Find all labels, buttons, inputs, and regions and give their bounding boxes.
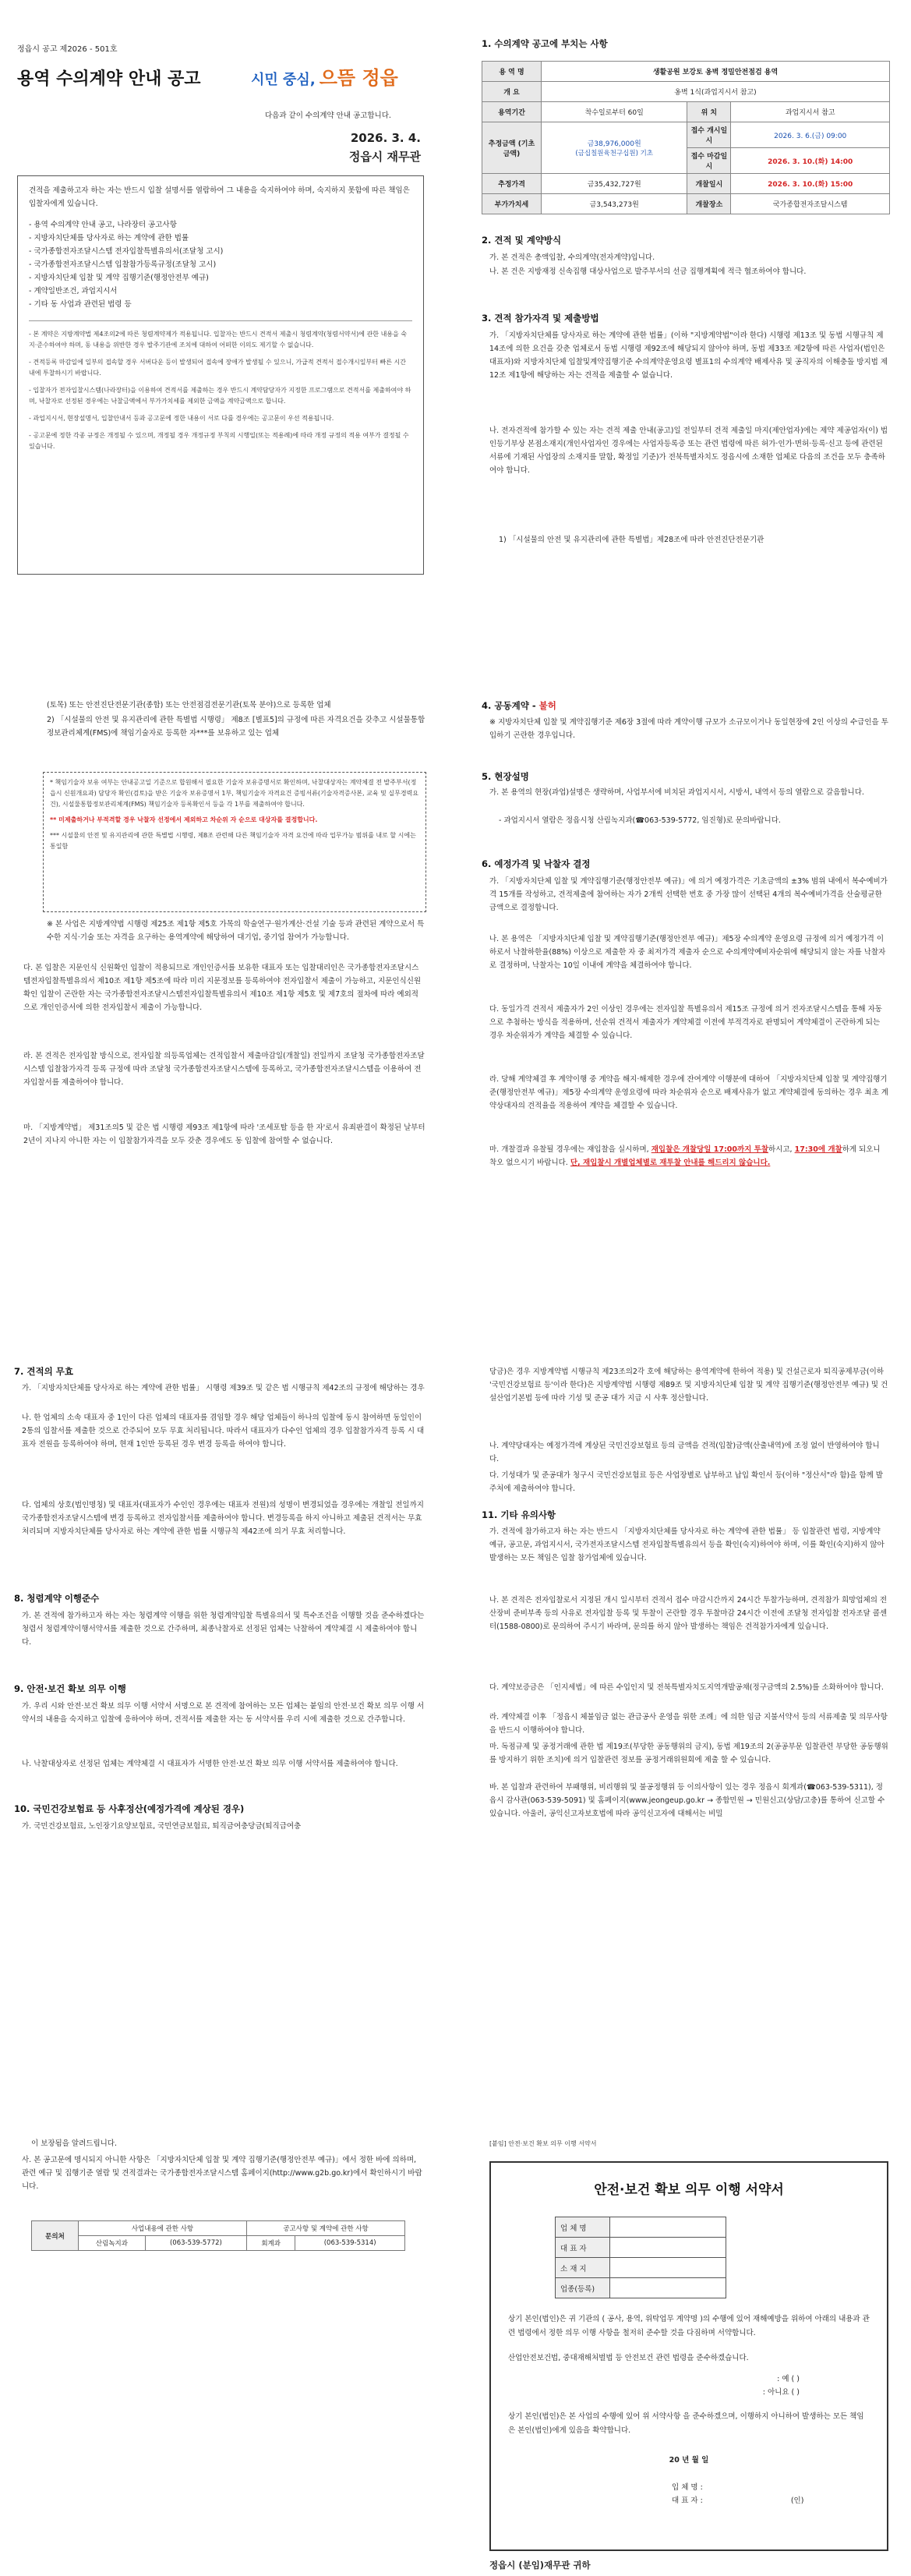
section-6-d: 라. 당해 계약체결 후 계약이행 중 계약을 해지·해제한 경우에 잔여계약 이행분에 대하여 「지방자치단체 입찰 및 계약집행기준(행정안전부 예규)」제5장 수의계약 운영요령에 따라 차순위자 순으로 배제사유가 없고 계약체결에 동의하는 경우 최초 계약상대자의 견적율을 적용하여 계약을 체결할 수 있습니다. xyxy=(489,1075,888,1110)
pledge-signer-ceo: 대 표 자 : (인) xyxy=(672,2496,804,2505)
section-6-title: 6. 예정가격 및 낙찰자 결정 xyxy=(482,858,591,869)
notice-box xyxy=(17,175,424,575)
location: 과업지시서 참고 xyxy=(731,102,890,122)
company-name-field[interactable] xyxy=(610,2217,726,2238)
section-3-b1: 1) 「시설물의 안전 및 유지관리에 관한 특별법」제28조에 따라 안전진단전문기관 xyxy=(499,536,764,544)
city-logo: 시민 중심, 으뜸 정읍 xyxy=(251,67,398,89)
notice-note: - 본 계약은 지방계약법 제4조의2에 따른 청렴계약제가 적용됩니다. 입찰자는 반드시 견적서 제출시 청렴계약(청렴서약서)에 관한 내용을 숙지·준수하여야 하며, 동 내용을 위반한 경우 발주기관에 조치에 대하여 어떠한 이의도 제기할 수 없습니다. xyxy=(29,331,408,349)
pledge-form xyxy=(489,2161,888,2551)
pledge-paragraph-3: 상기 본인(법인)은 본 사업의 수행에 있어 위 서약사항 을 준수하겠으며, 이행하지 아니하여 발생하는 모든 책임은 본인(법인)에게 있음을 확약합니다. xyxy=(508,2412,864,2435)
period: 착수일로부터 60일 xyxy=(542,102,687,122)
section-6-c: 다. 동일가격 견적서 제출자가 2인 이상인 경우에는 전자입찰 특별유의서 제15조 규정에 의거 전자조달시스템을 통해 자동으로 추첨하는 방식을 적용하며, 선순위 견적서 제출자가 계약체결 이전에 부적격자로 판명되어 계약체결이 곤란하게 되는 경우 차순위자가 계약을 체결할 수 있습니다. xyxy=(489,1005,882,1040)
section-9-title: 9. 안전·보건 확보 의무 이행 xyxy=(14,1683,126,1694)
pledge-company-table: 업 체 명 대 표 자 소 재 지 업종(등록) xyxy=(555,2217,726,2298)
notice-list-item: - 지방자치단체 입찰 및 계약 집행기준(행정안전부 예규) xyxy=(29,274,209,282)
pledge-form-title: 안전·보건 확보 의무 이행 서약서 xyxy=(594,2182,784,2198)
section-11-a: 가. 견적에 참가하고자 하는 자는 반드시 「지방자치단체를 당사자로 하는 계약에 관한 법률」 등 입찰관련 법령, 지방계약 예규, 공고문, 과업지시서, 국가전자조달시스템 전자입찰특별유의서 등을 확인(숙지)하여야 하며, 이를 확인(숙지)하지 않아 발생하는 모든 책임은 입찰 참가업체에 있습니다. xyxy=(489,1527,885,1562)
section-3-a: 가. 「지방자치단체를 당사자로 하는 계약에 관한 법률」(이하 "지방계약법"이라 한다) 시행령 제13조 및 동법 시행규칙 제14조에 의한 요건을 갖춘 업체로서 동법 시행령 제92조에 해당되지 않아야 하며, 동법 제33조 제2항에 따른 사업자(법인은 대표자)와 지방자치단체 입찰및계약집행기준 수의계약운영요령 별표1의 수의계약 배제사유 및 공직자의 이해충돌 방지법 제12조 제1항에 해당하는 자는 견적을 제출할 수 없습니다. xyxy=(489,331,888,380)
qualification-note: *** 시설물의 안전 및 유지관리에 관한 특별법 시행령, 제8조 관련해 다른 책임기술자 자격 요건에 따라 업무가능 범위를 내로 할 시에는 통일함 xyxy=(50,832,416,850)
attachment-label: [붙임] 안전·보건 확보 의무 이행 서약서 xyxy=(489,2140,597,2147)
notice-number: 정읍시 공고 제2026 - 501호 xyxy=(17,45,118,54)
issuer: 정읍시 재무관 xyxy=(348,150,421,164)
venue: 국가종합전자조달시스템 xyxy=(731,194,890,214)
notice-list-item: - 용역 수의계약 안내 공고, 나라장터 공고사항 xyxy=(29,221,177,229)
notice-list-item: - 기타 동 사업과 관련된 법령 등 xyxy=(29,300,132,309)
section-3-e: 라. 본 견적은 전자입찰 방식으로, 전자입찰 의등록업체는 견적입찰서 제출마감일(개찰일) 전일까지 조달청 국가종합전자조달시스템 입찰참가자격 등록 규정에 따라 조달청 국가종합전자조달시스템에 등록하고, 국가종합전자조달시스템을 이용하여 전자입찰서를 제출하여야 합니다. xyxy=(23,1052,425,1087)
pledge-date: 20 년 월 일 xyxy=(669,2456,709,2465)
section-7-b: 나. 한 업체의 소속 대표자 중 1인이 다른 업체의 대표자를 겸임할 경우 해당 업체들이 하나의 입찰에 동시 참여하면 동일인이 2통의 입찰서를 제출한 것으로 간주되어 모두 무효 처리됩니다. 따라서 대표자가 다수인 업체의 경우 입찰참가자격 등록 시 대표자 전원을 등록하여야 하며, 현재 1인만 등록된 경우 변경 등록을 하여야 합니다. xyxy=(22,1414,425,1449)
seal-mark: (인) xyxy=(790,2496,804,2505)
section-9-b: 나. 낙찰대상자로 선정된 업체는 계약체결 시 대표자가 서명한 안전·보건 확보 의무 이행 서약서를 제출하여야 합니다. xyxy=(22,1760,398,1768)
section-11-f-cont: 이 보장됨을 알려드립니다. xyxy=(31,2139,118,2148)
section-10-cont: 당금)은 경우 지방계약법 시행규칙 제23조의2각 호에 해당하는 용역계약에 한하여 적용) 및 건설근로자 퇴직공제부금(이하 '국민건강보험료 등'이라 한다)은 지방계약법 시행령 제89조 및 지방자치단체 입찰 및 계약 집행기준(행정안전부 예규) 및 건설산업기본법 등에 따라 기성 및 준공 대가 지급 시 사후 정산합니다. xyxy=(489,1368,888,1403)
section-5-b: - 과업지시서 열람은 정읍시청 산림녹지과(☎063-539-5772, 임진형)로 문의바랍니다. xyxy=(499,816,781,825)
ceo-field[interactable] xyxy=(610,2238,726,2258)
pledge-addressee: 정읍시 (분임)재무관 귀하 xyxy=(489,2560,591,2571)
section-11-f: 바. 본 입찰과 관련하여 부패행위, 비리행위 및 불공정행위 등 이의사항이 있는 경우 정읍시 회계과(☎063-539-5311), 정읍시 감사관(063-539-5091) 및 홈페이지(www.jeongeup.go.kr → 종합민원 → 민원신고(상담/고충)를 통하여 신고할 수 있습니다. 아울러, 공익신고자보호법에 따라 공익신고자에 대해서는 비밀 xyxy=(489,1783,885,1818)
close-datetime: 2026. 3. 10.(화) 14:00 xyxy=(731,148,890,174)
notice-list-item: - 지방자치단체를 당사자로 하는 계약에 관한 법률 xyxy=(29,234,189,242)
section-3-c: ※ 본 사업은 지방계약법 시행령 제25조 제1항 제5호 가목의 학술연구·원가계산·건설 기술 등과 관련된 계약으로서 특수한 지식·기술 또는 자격을 요구하는 용역계약에 해당하여 대기업, 중기업 참여가 가능합니다. xyxy=(47,920,425,942)
section-5-a: 가. 본 용역의 현장(과업)설명은 생략하며, 사업부서에 비치된 과업지시서, 시방서, 내역서 등의 열람으로 갈음합니다. xyxy=(489,788,864,797)
notice-list xyxy=(29,218,412,311)
pledge-yes[interactable]: : 예 ( ) xyxy=(777,2375,800,2383)
section-11-c: 다. 계약보증금은 「인지세법」에 따른 수입인지 및 전북특별자치도지역개발공채(정구금액의 2.5%)를 소화하여야 합니다. xyxy=(489,1683,884,1692)
section-10-c: 다. 기성대가 및 준공대가 청구시 국민건강보험료 등은 사업장별로 납부하고 납입 확인서 등(이하 "정산서"라 함)을 함께 발주처에 제출하여야 합니다. xyxy=(489,1471,883,1493)
section-9-a: 가. 우리 시와 안전·보건 확보 의무 이행 서약서 서명으로 본 견적에 참여하는 모든 업체는 붙임의 안전·보건 확보 의무 이행 서약서의 내용을 숙지하고 입찰에 응하여야 하며, 견적서를 제출한 자는 동 서약서를 우리 시에 제출한 것으로 간주합니다. xyxy=(22,1702,425,1724)
address-field[interactable] xyxy=(610,2258,726,2278)
section-7-a: 가. 「지방자치단체를 당사자로 하는 계약에 관한 법률」 시행령 제39조 및 같은 법 시행규칙 제42조의 규정에 해당하는 경우 xyxy=(22,1384,425,1392)
estimated-amount: 금35,432,727원 xyxy=(542,174,687,194)
pledge-signer-company: 입 체 명 : xyxy=(672,2483,703,2492)
notice-note: - 입찰자가 전자입찰시스템(나라장터)을 이용하여 견적서를 제출하는 경우 반드시 계약담당자가 지정한 프로그램으로 견적서를 제출하여야 하며, 낙찰자로 선정된 경우에는 낙찰금액에서 부가가치세를 제외한 금액을 계약금액으로 합니다. xyxy=(29,387,411,405)
section-11-d: 라. 계약체결 이후 「정읍시 체불임금 없는 관급공사 운영을 위한 조례」에 의한 임금 지불서약서 등의 서류제출 및 의무사항을 반드시 이행하여야 합니다. xyxy=(489,1713,888,1735)
section-2-a: 가. 본 견적은 총액입찰, 수의계약(전자계약)입니다. xyxy=(489,253,655,262)
section-6-b: 나. 본 용역은 「지방자치단체 입찰 및 계약집행기준(행정안전부 예규)」제5장 수의계약 운영요령 규정에 의거 예정가격 이하로서 낙찰하한율(88%) 이상으로 제출한 자 중 최저가격 제출자 순으로 수의계약예비자순위에 해당되지 않는 자를 낙찰자로 결정하며, 낙찰자는 10일 이내에 계약을 체결하여야 합니다. xyxy=(489,935,886,970)
info-table: 용 역 명 생활공원 보강토 옹벽 정밀안전점검 용역 개 요 옹벽 1식(과업지시서 참고) 용역기간 착수일로부터 60일 위 치 과업지시서 참고 추정금액 (기초금액) 금38,976,000원 (금십칠원육천구십원) 기초 접수 개시일시 2026. 3. 6.(금) 09:00 접수 마감일시 2026. 3. 10.(화) 14:00 추정가격 금35,432,727원 개찰일시 2026. 3. 10.(화) 15:00 부가가치세 금3,543,273원 개찰장소 국가종합전자조달시스템 xyxy=(482,61,890,214)
opening-datetime: 2026. 3. 10.(화) 15:00 xyxy=(731,174,890,194)
section-8-a: 가. 본 견적에 참가하고자 하는 자는 청렴계약 이행을 위한 청렴계약입찰 특별유의서 및 특수조건을 이행할 것을 준수하겠다는 청렴서 청렴계약이행서약서를 제출한 것으로 간주하며, 최종낙찰자로 선정된 업체는 낙찰하여 계약체결 시 제출하여야 합니다. xyxy=(22,1612,425,1647)
pledge-no[interactable]: : 아니요 ( ) xyxy=(762,2388,800,2397)
notice-list-item: - 계약일반조건, 과업지시서 xyxy=(29,287,118,295)
section-7-title: 7. 견적의 무효 xyxy=(14,1366,73,1377)
issue-date: 2026. 3. 4. xyxy=(350,131,421,145)
service-name: 생활공원 보강토 옹벽 정밀안전점검 용역 xyxy=(542,62,890,82)
section-3-d: 다. 본 입찰은 지문인식 신원확인 입찰이 적용되므로 개인인증서를 보유한 대표자 또는 입찰대리인은 국가종합전자조달시스템전자입찰특별유의서 제10조 제1항 제5조에 따라 미리 지문정보를 등록하여야 전자입찰서 제출이 가능하고, 지문인식신원확인 입찰이 곤란한 자는 국가종합전자조달시스템전자입찰특별유의서 제10조 제1항 제5호 및 제7호의 절차에 따라 예외적으로 개인인증서에 의한 전자입찰서 제출이 가능합니다. xyxy=(23,964,422,1012)
section-3-title: 3. 견적 참가자격 및 제출방법 xyxy=(482,313,599,324)
section-6-a: 가. 「지방자치단체 입찰 및 계약집행기준(행정안전부 예규)」에 의거 예정가격은 기초금액의 ±3% 범위 내에서 복수예비가격 15개를 작성하고, 견적제출에 참여하는 자가 2개씩 선택한 번호 중 가장 많이 선택된 4개의 복수예비가격을 산술평균한 금액으로 결정합니다. xyxy=(489,877,888,912)
section-10-title: 10. 국민건강보험료 등 사후정산(예정가격에 계상된 경우) xyxy=(14,1803,245,1814)
business-type-field[interactable] xyxy=(610,2278,726,2298)
section-11-g: 사. 본 공고문에 명시되지 아니한 사항은 「지방자치단체 입찰 및 계약 집행기준(행정안전부 예규)」에서 정한 바에 의하며, 관련 예규 및 집행기준 열람 및 견적결과는 국가종합전자조달시스템 홈페이지(http://www.g2b.go.kr)에서 확인하시기 바랍니다. xyxy=(22,2156,422,2191)
notice-lead: 견적을 제출하고자 하는 자는 반드시 입찰 설명서를 열람하여 그 내용을 숙지하여야 하며, 숙지하지 못함에 따른 책임은 입찰자에게 있습니다. xyxy=(29,186,410,208)
section-3-b1-cont: (토목) 또는 안전진단전문기관(종합) 또는 안전점검전문기관(토목 분야)으로 등록한 업체 xyxy=(47,701,331,709)
section-5-title: 5. 현장설명 xyxy=(482,771,529,782)
section-2-title: 2. 견적 및 계약방식 xyxy=(482,235,562,246)
qualification-note-warning: ** 미제출하거나 부적격할 경우 낙찰자 선정에서 제외하고 차순위 자 순으로 대상자를 결정합니다. xyxy=(50,816,318,823)
section-10-a: 가. 국민건강보험료, 노인장기요양보험료, 국민연금보험료, 퇴직금여충당금(퇴직급여충 xyxy=(22,1822,302,1831)
section-3-b: 나. 전자견적에 참가할 수 있는 자는 견적 제출 안내(공고)일 전일부터 견적 제출일 마지(제안업자)에는 제약 제공업자(이) 법인등기부상 본점소재지(개인사업자인 경우에는 사업자등록증 또는 관련 법령에 따른 허가·인가·면허·등록·신고 등에 관련된 서류에 기재된 사업장의 소재지를 말함, 확정일 기준)가 전북특별자치도 정읍시에 소재한 업체로 다음의 조건을 모두 충족하여야 합니다. xyxy=(489,426,888,475)
notice-note: - 견적등록 마감일에 일부의 접속할 경우 서버다운 등이 발생되어 접속에 장애가 발생될 수 있으니, 가급적 견적서 접수개시일부터 빠른 시간 내에 투찰하시기 바랍니다. xyxy=(29,359,406,377)
notice-note: - 과업지시서, 현장설명서, 입찰안내서 등과 공고문에 정한 내용이 서로 다를 경우에는 공고문이 우선 적용됩니다. xyxy=(29,415,334,422)
open-datetime: 2026. 3. 6.(금) 09:00 xyxy=(731,122,890,148)
section-6-e: 마. 개찰결과 유찰될 경우에는 재입찰을 실시하며, 재입찰은 개찰당일 17:00까지 투찰하시고, 17:30에 개찰하게 되오니 착오 없으시기 바랍니다. 단, 재입찰시 개별업체별로 재투찰 안내를 해드리지 않습니다. xyxy=(489,1145,881,1167)
section-4-a: ※ 지방자치단체 입찰 및 계약집행기준 제6장 3절에 따라 계약이행 규모가 소규모이거나 동일현장에 2인 이상의 수급인을 투입하기 곤란한 경우입니다. xyxy=(489,718,888,740)
notice-list-item: - 국가종합전자조달시스템 전자입찰특별유의서(조달청 고시) xyxy=(29,247,224,256)
section-8-title: 8. 청렴계약 이행준수 xyxy=(14,1593,100,1604)
section-2-b: 나. 본 건은 지방재정 신속집행 대상사업으로 발주부서의 선금 집행계획에 적극 협조하여야 합니다. xyxy=(489,267,807,276)
notice-note: - 공고문에 정한 각종 규정은 개정될 수 있으며, 개정될 경우 개정규정 부칙의 시행일(또는 적용례)에 따라 개정 규정의 적용 여부가 결정될 수 있습니다. xyxy=(29,432,409,450)
pledge-paragraph-2: 산업안전보건법, 중대재해처벌법 등 안전보건 관련 법령을 준수하겠습니다. xyxy=(508,2354,749,2362)
section-11-title: 11. 기타 유의사항 xyxy=(482,1509,556,1520)
section-4-title: 4. 공동계약 - 불허 xyxy=(482,700,556,711)
qualification-note-box xyxy=(43,772,426,912)
pledge-paragraph-1: 상기 본인(법인)은 귀 기관의 ( 공사, 용역, 위탁업무 계약명 )의 수행에 있어 재해예방을 위하여 아래의 내용과 관련 법령에서 정한 의무 이행 사항을 철저히 준수할 것을 다짐하며 서약합니다. xyxy=(508,2315,870,2337)
intro-text: 다음과 같이 수의계약 안내 공고합니다. xyxy=(265,111,391,120)
notice-notes xyxy=(29,320,412,452)
qualification-note: * 책임기술자 보유 여부는 안내공고일 기준으로 합원해서 필요한 기술자 보유증명서로 확인하며, 낙찰대상자는 계약체결 전 발주부서(정읍시 신원개요과) 담당자 확인(검토)을 받은 기술자 보유증명서 1부, 책임기술자 자격요건 증빙서류(기술자격증사본, 교육 및 실무경력요건), 시설물통합정보관리체계(FMS) 책임기술자 등록확인서 등을 각 1부를 제출하여야 합니다. xyxy=(50,779,419,808)
section-10-b: 나. 계약당대자는 예정가격에 계상된 국민건강보험료 등의 금액을 견적(입찰)금액(산출내역)에 조정 없이 반영하여야 합니다. xyxy=(489,1442,880,1463)
estimated-price: 금38,976,000원 (금십칠원육천구십원) 기초 xyxy=(542,122,687,174)
page-title: 용역 수의계약 안내 공고 xyxy=(17,69,201,89)
overview: 옹벽 1식(과업지시서 참고) xyxy=(542,82,890,102)
contact-table: 문의처 사업내용에 관한 사항 공고사항 및 계약에 관한 사항 산림녹지과 (063-539-5772) 회계과 (063-539-5314) xyxy=(31,2220,405,2251)
joint-contract-flag: 불허 xyxy=(538,700,556,711)
notice-list-item: - 국가종합전자조달시스템 입찰참가등록규정(조달청 고시) xyxy=(29,260,217,269)
section-1-title: 1. 수의계약 공고에 부치는 사항 xyxy=(482,38,608,49)
section-11-b: 나. 본 견적은 전자입찰로서 지정된 개시 일시부터 견적서 접수 마감시간까지 24시간 투찰가능하며, 견적참가 희망업체의 전산장비 준비부족 등의 사유로 전자입찰 등록 및 투찰이 곤란할 경우 투찰마감 24시간 이전에 조달청 전자입찰 전자조달 콜센터(1588-0800)로 문의하여 주시기 바라며, 문의를 하지 않아 발생하는 책임은 견적참가자에게 있습니다. xyxy=(489,1596,888,1631)
section-7-c: 다. 업체의 상호(법인명칭) 및 대표자(대표자가 수인인 경우에는 대표자 전원)의 성명이 변경되었을 경우에는 개찰일 전일까지 국가종합전자조달시스템에 변경 등록하고 전자입찰서를 제출하여야 합니다. 변경등록을 하지 아니하고 제출된 견적서는 무효 처리되며 지방자치단체를 당사자로 하는 계약에 관한 법률 시행규칙 제42조에 의거 무효 처리합니다. xyxy=(22,1501,424,1536)
section-3-b2: 2) 「시설물의 안전 및 유지관리에 관한 특별법 시행령」 제8조 [별표5]의 규정에 따른 자격요건을 갖추고 시설물통합정보관리체계(FMS)에 책임기술자로 등록한 자***를 보유하고 있는 업체 xyxy=(47,716,425,738)
section-11-e: 마. 독점규제 및 공정거래에 관한 법 제19조(부당한 공동행위의 금지), 동법 제19조의 2(공공부문 입찰관련 부당한 공동행위를 방지하기 위한 조치)에 의거 입찰관련 정보를 공정거래위원회에 제출 할 수 있습니다. xyxy=(489,1743,888,1764)
vat: 금3,543,273원 xyxy=(542,194,687,214)
section-3-f: 마. 「지방계약법」 제31조의5 및 같은 법 시행령 제93조 제1항에 따라 '조세포탈 등을 한 자'로서 유죄판결이 확정된 날부터 2년이 지나지 아니한 자는 이 입찰참가자격을 모두 갖춘 경우에도 동 입찰에 참여할 수 없습니다. xyxy=(23,1123,425,1145)
